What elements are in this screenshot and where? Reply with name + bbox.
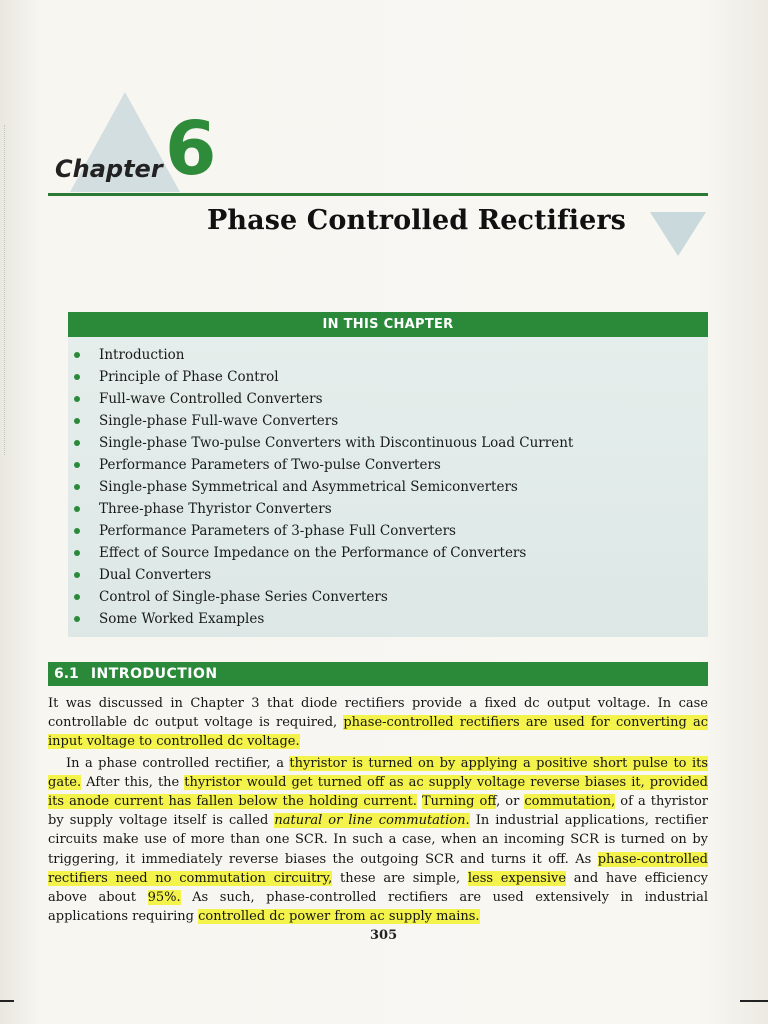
bullet-icon xyxy=(74,572,80,578)
body-text xyxy=(48,694,708,926)
chapter-label: Chapter xyxy=(55,155,163,183)
bullet-icon xyxy=(74,484,80,490)
highlight: phase-controlled rectifiers need no commutation circuitry, xyxy=(48,851,708,886)
list-item: Introduction xyxy=(68,344,708,366)
highlight: thyristor would get turned off as ac supply voltage reverse biases it, provided its anode current has fallen below the holding current. xyxy=(48,774,708,810)
bullet-icon xyxy=(74,396,80,402)
decorative-triangle-down-icon xyxy=(650,212,706,256)
bullet-icon xyxy=(74,418,80,424)
bullet-icon xyxy=(74,550,80,556)
highlight: 95%. xyxy=(147,890,181,906)
chapter-number: 6 xyxy=(165,106,217,192)
list-item: Full-wave Controlled Converters xyxy=(68,388,708,410)
list-item: Single-phase Symmetrical and Asymmetrical Semiconverters xyxy=(68,476,708,498)
chapter-contents-list xyxy=(68,337,708,630)
divider xyxy=(48,193,708,196)
bullet-icon xyxy=(74,594,80,600)
section-number: 6.1 xyxy=(54,666,79,682)
list-item: Three-phase Thyristor Converters xyxy=(68,498,708,520)
page-number: 305 xyxy=(370,928,398,943)
bullet-icon xyxy=(74,506,80,512)
list-item: Control of Single-phase Series Converters xyxy=(68,586,708,608)
bullet-icon xyxy=(74,374,80,380)
box-header: IN THIS CHAPTER xyxy=(68,312,708,337)
bullet-icon xyxy=(74,616,80,622)
section-title: INTRODUCTION xyxy=(90,666,218,682)
highlight: Turning off xyxy=(421,794,497,810)
scan-edge-mark xyxy=(0,1000,14,1002)
highlight: natural or line commutation. xyxy=(274,813,470,829)
highlight: controlled dc power from ac supply mains. xyxy=(198,909,480,925)
highlight: commutation, xyxy=(524,794,616,810)
highlight: thyristor is turned on by applying a positive short pulse to its gate. xyxy=(48,755,708,790)
bullet-icon xyxy=(74,462,80,468)
margin-pencil-marks xyxy=(4,125,15,455)
scan-edge-mark xyxy=(740,1000,768,1002)
list-item: Principle of Phase Control xyxy=(68,366,708,388)
bullet-icon xyxy=(74,440,80,446)
list-item: Dual Converters xyxy=(68,564,708,586)
list-item: Performance Parameters of 3-phase Full Converters xyxy=(68,520,708,542)
paragraph: It was discussed in Chapter 3 that diode rectifiers provide a fixed dc output voltage. In case controllable dc output voltage is required, phase-controlled rectifiers are used for converting ac input voltage to controlled dc voltage. xyxy=(48,696,708,750)
paragraph: In a phase controlled rectifier, a thyristor is turned on by applying a positive short pulse to its gate. After this, the thyristor would get turned off as ac supply voltage reverse biases it, provided its anode current has fallen below the holding current. Turning off, or commutation, of a thyristor by supply voltage itself is called natural or line commutation. In industrial applications, rectifier circuits make use of more than one SCR. In such a case, when an incoming SCR is turned on by triggering, it immediately reverse biases the outgoing SCR and turns it off. As phase-controlled rectifiers need no commutation circuitry, these are simple, less expensive and have efficiency above about 95%. As such, phase-controlled rectifiers are used extensively in industrial applications requiring controlled dc power from ac supply mains. xyxy=(48,755,709,925)
list-item: Performance Parameters of Two-pulse Converters xyxy=(68,454,708,476)
list-item: Single-phase Two-pulse Converters with Discontinuous Load Current xyxy=(68,432,708,454)
page-title: Phase Controlled Rectifiers xyxy=(207,205,626,236)
highlight: phase-controlled rectifiers are used for converting ac input voltage to controlled dc voltage. xyxy=(48,715,708,750)
list-item: Single-phase Full-wave Converters xyxy=(68,410,708,432)
bullet-icon xyxy=(74,352,80,358)
list-item: Some Worked Examples xyxy=(68,608,708,630)
highlight: less expensive xyxy=(467,870,567,886)
section-heading xyxy=(48,662,708,686)
list-item: Effect of Source Impedance on the Performance of Converters xyxy=(68,542,708,564)
bullet-icon xyxy=(74,528,80,534)
in-this-chapter-box xyxy=(68,312,708,637)
